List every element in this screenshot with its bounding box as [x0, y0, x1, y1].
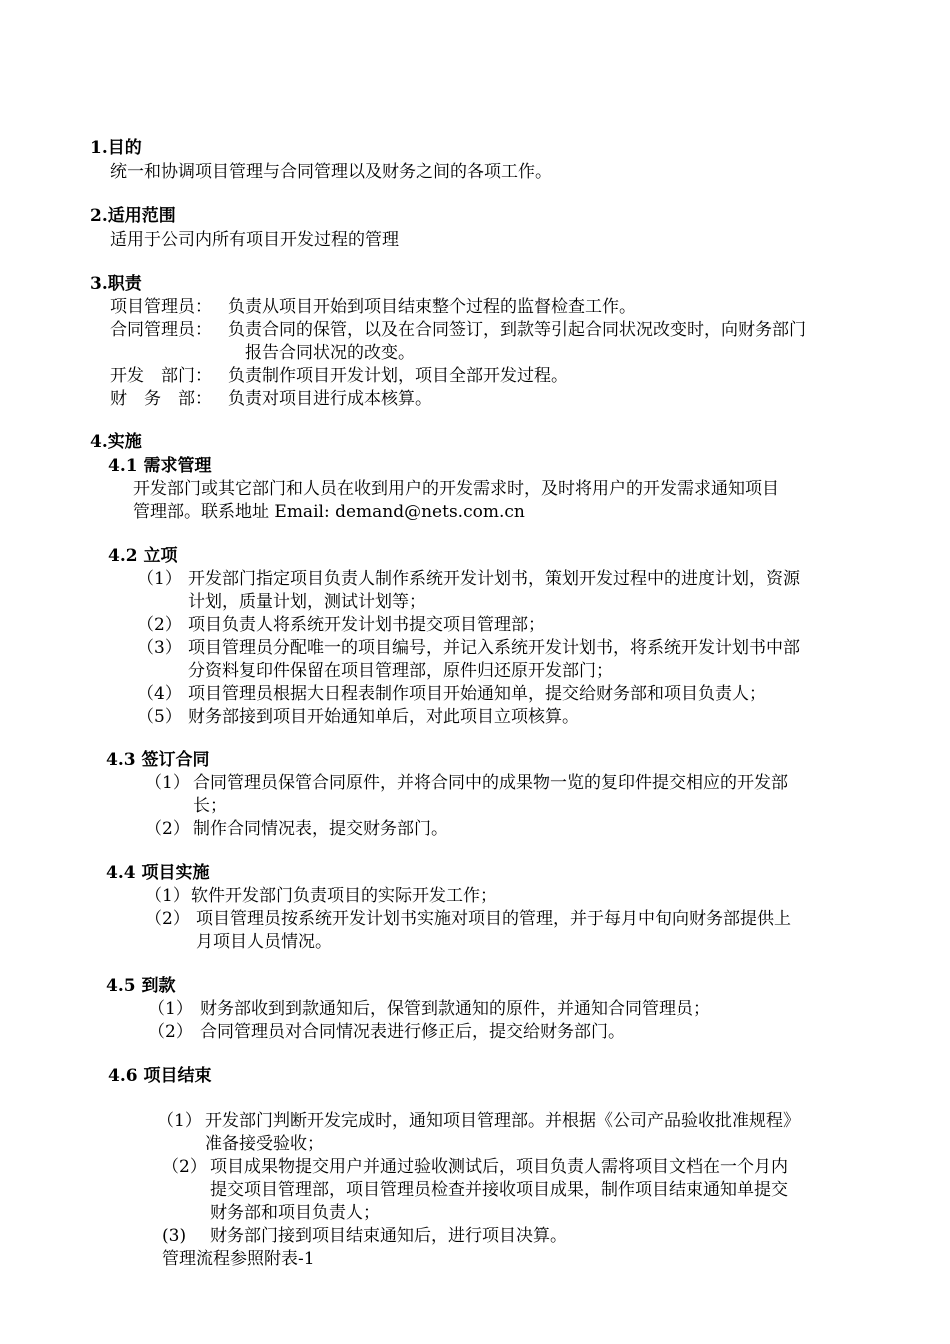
role-label: 项目管理员： [110, 297, 212, 317]
subsection-heading-project-closure: 4.6 项目结束 [108, 1066, 212, 1086]
role-desc-cont: 报告合同状况的改变。 [245, 343, 415, 363]
list-item-number: （2） [148, 1022, 193, 1042]
list-item-number: （2） [137, 615, 182, 635]
subsection-heading-project-setup: 4.2 立项 [108, 546, 178, 566]
list-item-number: （1） [145, 886, 190, 906]
section-heading-scope: 2.适用范围 [90, 206, 176, 226]
list-item-text-cont: 计划，质量计划，测试计划等； [188, 592, 426, 612]
role-desc: 负责对项目进行成本核算。 [228, 389, 432, 409]
list-item-text: 制作合同情况表，提交财务部门。 [193, 819, 448, 839]
list-item-text: 项目负责人将系统开发计划书提交项目管理部； [188, 615, 545, 635]
list-item-number: （2） [162, 1157, 207, 1177]
list-item-number: （2） [145, 909, 190, 929]
list-item-number: （3） [137, 638, 182, 658]
role-label: 财 务 部： [110, 389, 212, 409]
role-desc: 负责从项目开始到项目结束整个过程的监督检查工作。 [228, 297, 636, 317]
list-item-text-cont: 月项目人员情况。 [196, 932, 332, 952]
requirements-text: 开发部门或其它部门和人员在收到用户的开发需求时，及时将用户的开发需求通知项目 [133, 479, 779, 499]
list-item-number: （2） [145, 819, 190, 839]
footer-note: 管理流程参照附表-1 [162, 1249, 315, 1269]
role-desc: 负责合同的保管，以及在合同签订，到款等引起合同状况改变时，向财务部门 [228, 320, 806, 340]
list-item-number: （1） [148, 999, 193, 1019]
role-label: 合同管理员： [110, 320, 212, 340]
list-item-number: （1） [137, 569, 182, 589]
list-item-text: 开发部门判断开发完成时，通知项目管理部。并根据《公司产品验收批准规程》 [205, 1111, 800, 1131]
list-item-text: 项目成果物提交用户并通过验收测试后，项目负责人需将项目文档在一个月内 [210, 1157, 788, 1177]
list-item-text: 合同管理员对合同情况表进行修正后，提交给财务部门。 [200, 1022, 625, 1042]
section-text-scope: 适用于公司内所有项目开发过程的管理 [110, 230, 399, 250]
list-item-text: 合同管理员保管合同原件，并将合同中的成果物一览的复印件提交相应的开发部 [193, 773, 788, 793]
list-item-text-cont: 准备接受验收； [205, 1134, 324, 1154]
subsection-heading-payment: 4.5 到款 [106, 976, 176, 996]
subsection-heading-requirements: 4.1 需求管理 [108, 456, 212, 476]
list-item-number: （4） [137, 684, 182, 704]
list-item-text-cont: 财务部和项目负责人； [210, 1203, 380, 1223]
list-item-text-cont: 长； [193, 796, 227, 816]
section-heading-implementation: 4.实施 [90, 432, 142, 452]
list-item-number: （1） [145, 773, 190, 793]
list-item-number: （1） [157, 1111, 202, 1131]
list-item-text: 财务部收到到款通知后，保管到款通知的原件，并通知合同管理员； [200, 999, 710, 1019]
section-heading-responsibilities: 3.职责 [90, 274, 142, 294]
role-desc: 负责制作项目开发计划，项目全部开发过程。 [228, 366, 568, 386]
list-item-text-cont: 分资料复印件保留在项目管理部，原件归还原开发部门； [188, 661, 613, 681]
list-item-text: 项目管理员分配唯一的项目编号，并记入系统开发计划书，将系统开发计划书中部 [188, 638, 800, 658]
list-item-number: (3) [162, 1226, 187, 1246]
role-label: 开发 部门： [110, 366, 212, 386]
list-item-text: 项目管理员按系统开发计划书实施对项目的管理，并于每月中旬向财务部提供上 [196, 909, 791, 929]
list-item-number: （5） [137, 707, 182, 727]
list-item-text: 财务部门接到项目结束通知后，进行项目决算。 [210, 1226, 567, 1246]
list-item-text: 项目管理员根据大日程表制作项目开始通知单，提交给财务部和项目负责人； [188, 684, 766, 704]
subsection-heading-contract: 4.3 签订合同 [106, 750, 210, 770]
section-heading-purpose: 1.目的 [90, 138, 142, 158]
list-item-text: 财务部接到项目开始通知单后，对此项目立项核算。 [188, 707, 579, 727]
requirements-text-cont: 管理部。联系地址 Email: demand@nets.com.cn [133, 502, 525, 522]
section-text-purpose: 统一和协调项目管理与合同管理以及财务之间的各项工作。 [110, 162, 552, 182]
list-item-text-cont: 提交项目管理部，项目管理员检查并接收项目成果，制作项目结束通知单提交 [210, 1180, 788, 1200]
list-item-text: 开发部门指定项目负责人制作系统开发计划书，策划开发过程中的进度计划，资源 [188, 569, 800, 589]
subsection-heading-execution: 4.4 项目实施 [106, 863, 210, 883]
list-item-text: 软件开发部门负责项目的实际开发工作； [191, 886, 497, 906]
